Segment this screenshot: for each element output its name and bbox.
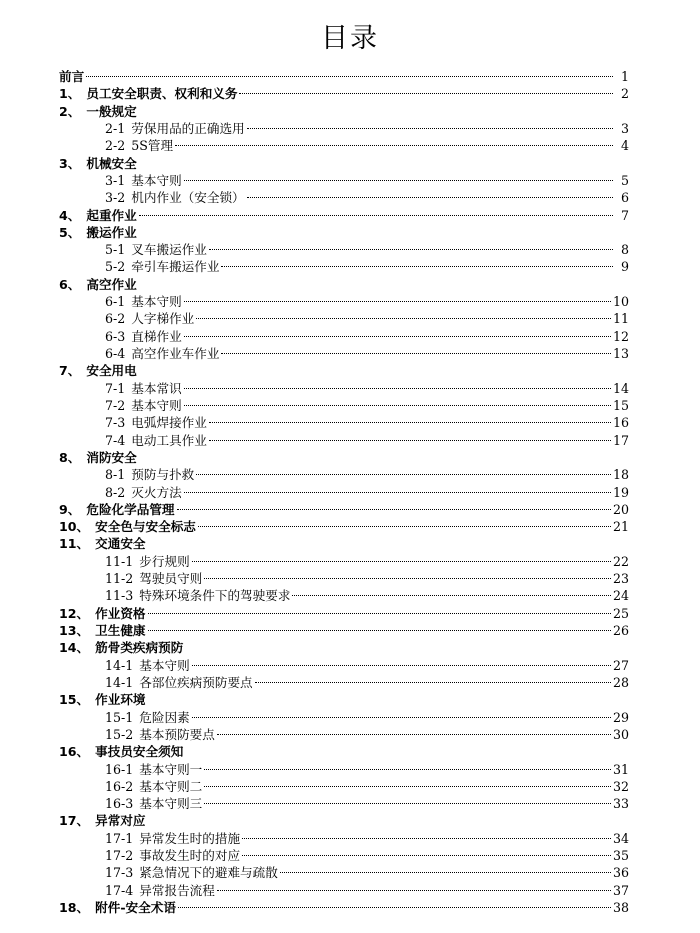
toc-entry-label — [105, 120, 245, 137]
toc-entry-label — [59, 103, 137, 120]
toc-entry-label — [59, 535, 146, 552]
toc-entry-number: 8-2 — [105, 484, 126, 500]
toc-entry-number: 11、 — [59, 536, 90, 552]
toc-entry-label — [105, 587, 290, 604]
toc-entry-label — [59, 362, 137, 379]
dot-leader — [204, 802, 611, 804]
toc-entry-number: 11-3 — [105, 588, 134, 604]
toc-entry-label — [105, 328, 182, 345]
toc-entry-text: 搬运作业 — [86, 224, 137, 240]
toc-page-number: 24 — [612, 588, 629, 604]
toc-subsection-entry — [59, 553, 629, 570]
dot-leader — [184, 404, 611, 406]
toc-entry-number: 7、 — [59, 363, 81, 379]
toc-entry-number: 7-2 — [105, 397, 126, 413]
toc-entry-label — [105, 241, 207, 258]
toc-entry-text: 电弧焊接作业 — [131, 415, 207, 431]
toc-section-entry — [59, 449, 629, 466]
toc-page-number: 17 — [612, 432, 629, 448]
dot-leader — [204, 768, 611, 770]
toc-entry-text: 特殊环境条件下的驾驶要求 — [139, 588, 291, 604]
toc-page-number: 13 — [612, 346, 629, 361]
toc-entry-text: 基本预防要点 — [139, 726, 215, 742]
toc-page-number: 20 — [612, 501, 629, 517]
toc-page-number: 16 — [612, 415, 629, 431]
toc-entry-text: 基本守则 — [131, 172, 182, 188]
page-title: 目录 — [321, 23, 379, 54]
toc-entry-label — [105, 466, 194, 483]
toc-page-number: 9 — [620, 259, 629, 275]
toc-page-number: 36 — [612, 865, 629, 881]
toc-section-entry — [59, 207, 629, 224]
toc-entry-label — [59, 518, 196, 535]
toc-section-entry — [59, 362, 629, 379]
toc-entry-label — [105, 189, 245, 206]
toc-entry-text: 机械安全 — [86, 155, 137, 171]
dot-leader — [178, 906, 611, 908]
dot-leader — [184, 387, 611, 389]
dot-leader — [242, 837, 611, 839]
toc-subsection-entry — [59, 847, 629, 864]
toc-entry-number: 11-2 — [105, 571, 134, 587]
toc-entry-label — [59, 224, 137, 241]
toc-entry-label — [105, 397, 182, 414]
toc-entry-number: 6-3 — [105, 328, 126, 344]
toc-entry-text: 筋骨类疾病预防 — [95, 640, 184, 656]
toc-section-entry — [59, 622, 629, 639]
toc-entry-number: 6、 — [59, 276, 81, 292]
toc-entry-text: 作业资格 — [95, 605, 146, 621]
toc-page-number: 26 — [612, 623, 629, 638]
dot-leader — [139, 214, 613, 216]
toc-entry-number: 8-1 — [105, 467, 126, 483]
toc-entry-text: 人字梯作业 — [131, 311, 195, 327]
dot-leader — [255, 681, 611, 683]
toc-entry-label — [59, 85, 237, 102]
toc-entry-number: 2-1 — [105, 120, 126, 136]
toc-entry-label — [59, 639, 183, 656]
dot-leader — [209, 248, 613, 250]
toc-section-entry — [59, 743, 629, 760]
toc-entry-number: 17-4 — [105, 882, 134, 898]
toc-entry-text: 前言 — [59, 69, 85, 84]
toc-page-number: 34 — [612, 830, 629, 846]
toc-page-number: 33 — [612, 796, 629, 812]
toc-entry-text: 基本守则 — [139, 657, 190, 673]
toc-subsection-entry — [59, 466, 629, 483]
toc-entry-text: 5S管理 — [131, 138, 174, 154]
toc-entry-number: 5-1 — [105, 242, 126, 258]
toc-entry-number: 17-3 — [105, 865, 134, 881]
dot-leader — [177, 508, 611, 510]
table-of-contents — [59, 68, 629, 916]
toc-entry-text: 异常报告流程 — [139, 882, 215, 898]
toc-entry-number: 13、 — [59, 623, 90, 638]
toc-entry-label — [105, 709, 190, 726]
toc-entry-text: 事故发生时的对应 — [139, 848, 241, 864]
toc-page-number: 30 — [612, 726, 629, 742]
toc-entry-text: 高空作业 — [86, 276, 137, 292]
toc-page-number: 23 — [612, 571, 629, 587]
toc-entry-number: 14、 — [59, 640, 90, 656]
toc-subsection-entry — [59, 587, 629, 604]
toc-subsection-entry — [59, 778, 629, 795]
toc-subsection-entry — [59, 761, 629, 778]
toc-entry-text: 高空作业车作业 — [131, 346, 220, 361]
toc-entry-label — [105, 414, 207, 431]
toc-subsection-entry — [59, 432, 629, 449]
toc-entry-text: 作业环境 — [95, 692, 146, 708]
toc-section-entry — [59, 535, 629, 552]
toc-subsection-entry — [59, 795, 629, 812]
toc-subsection-entry — [59, 882, 629, 899]
toc-section-entry — [59, 501, 629, 518]
toc-entry-label — [59, 207, 137, 224]
toc-entry-number: 5-2 — [105, 259, 126, 275]
toc-subsection-entry — [59, 709, 629, 726]
toc-entry-text: 牵引车搬运作业 — [131, 259, 220, 275]
toc-entry-text: 步行规则 — [139, 553, 190, 569]
toc-entry-text: 异常发生时的措施 — [139, 830, 241, 846]
toc-entry-label — [105, 432, 207, 449]
toc-entry-number: 12、 — [59, 605, 90, 621]
toc-entry-text: 危险因素 — [139, 709, 190, 725]
dot-leader — [184, 491, 611, 493]
toc-page-number: 1 — [620, 69, 629, 84]
toc-entry-label — [105, 778, 202, 795]
toc-subsection-entry — [59, 657, 629, 674]
toc-entry-number: 3-2 — [105, 190, 126, 206]
dot-leader — [198, 525, 611, 527]
toc-entry-number: 11-1 — [105, 553, 134, 569]
toc-entry-number: 5、 — [59, 224, 81, 240]
dot-leader — [86, 75, 613, 77]
dot-leader — [292, 594, 611, 596]
toc-entry-label — [105, 795, 202, 812]
toc-entry-label — [59, 899, 176, 916]
toc-page-number: 18 — [612, 467, 629, 483]
dot-leader — [280, 871, 611, 873]
toc-entry-number: 15、 — [59, 692, 90, 708]
toc-section-entry — [59, 276, 629, 293]
dot-leader — [209, 421, 611, 423]
toc-subsection-entry — [59, 345, 629, 362]
toc-entry-number: 16-3 — [105, 796, 134, 812]
toc-entry-number: 8、 — [59, 449, 81, 465]
toc-page-number: 37 — [612, 882, 629, 898]
toc-entry-label — [105, 830, 240, 847]
toc-entry-label — [59, 743, 183, 760]
toc-entry-number: 2、 — [59, 103, 81, 119]
toc-page-number: 31 — [612, 761, 629, 777]
toc-entry-number: 2-2 — [105, 138, 126, 154]
toc-page-number: 15 — [612, 397, 629, 413]
toc-entry-label — [59, 501, 175, 518]
toc-page-number: 28 — [612, 674, 629, 690]
toc-entry-label — [105, 310, 194, 327]
toc-entry-text: 基本常识 — [131, 380, 182, 396]
dot-leader — [196, 317, 611, 319]
toc-page-number: 10 — [612, 294, 629, 310]
dot-leader — [217, 889, 611, 891]
toc-entry-label — [105, 570, 202, 587]
toc-subsection-entry — [59, 864, 629, 881]
toc-section-entry — [59, 224, 629, 241]
toc-section-entry — [59, 812, 629, 829]
toc-entry-label — [105, 345, 219, 362]
dot-leader — [192, 716, 611, 718]
toc-subsection-entry — [59, 570, 629, 587]
toc-section-entry — [59, 68, 629, 85]
toc-page-number: 35 — [612, 848, 629, 864]
toc-entry-text: 卫生健康 — [95, 623, 146, 638]
toc-entry-number: 15-2 — [105, 726, 134, 742]
toc-entry-number: 14-1 — [105, 657, 134, 673]
toc-subsection-entry — [59, 172, 629, 189]
toc-page-number: 5 — [620, 172, 629, 188]
toc-page-number: 32 — [612, 778, 629, 794]
toc-entry-text: 直梯作业 — [131, 328, 182, 344]
toc-page-number: 2 — [620, 86, 629, 102]
dot-leader — [209, 439, 611, 441]
toc-subsection-entry — [59, 726, 629, 743]
toc-entry-number: 7-1 — [105, 380, 126, 396]
toc-entry-number: 14-1 — [105, 674, 134, 690]
toc-entry-label — [105, 674, 253, 691]
toc-entry-label — [59, 605, 146, 622]
dot-leader — [204, 577, 611, 579]
toc-entry-text: 起重作业 — [86, 207, 137, 223]
toc-entry-label — [105, 172, 182, 189]
toc-entry-label — [105, 726, 215, 743]
toc-page-number: 29 — [612, 709, 629, 725]
toc-section-entry — [59, 639, 629, 656]
toc-entry-number: 6-1 — [105, 294, 126, 310]
toc-entry-text: 基本守则二 — [139, 778, 203, 794]
dot-leader — [184, 179, 613, 181]
toc-entry-text: 一般规定 — [86, 103, 137, 119]
toc-subsection-entry — [59, 258, 629, 275]
toc-entry-label — [105, 882, 215, 899]
toc-entry-label — [105, 864, 278, 881]
toc-subsection-entry — [59, 674, 629, 691]
toc-section-entry — [59, 85, 629, 102]
toc-subsection-entry — [59, 830, 629, 847]
toc-entry-text: 灭火方法 — [131, 484, 182, 500]
toc-entry-number: 17-2 — [105, 848, 134, 864]
toc-entry-text: 异常对应 — [95, 813, 146, 829]
toc-page-number: 3 — [620, 120, 629, 136]
toc-page-number: 27 — [612, 657, 629, 673]
toc-subsection-entry — [59, 328, 629, 345]
toc-entry-label — [105, 847, 240, 864]
toc-section-entry — [59, 103, 629, 120]
toc-entry-text: 电动工具作业 — [131, 432, 207, 448]
toc-entry-label — [105, 657, 190, 674]
toc-entry-label — [59, 691, 146, 708]
toc-subsection-entry — [59, 137, 629, 154]
toc-entry-label — [105, 484, 182, 501]
toc-entry-number: 10、 — [59, 519, 90, 535]
toc-entry-number: 6-4 — [105, 346, 126, 361]
toc-entry-number: 4、 — [59, 207, 81, 223]
toc-subsection-entry — [59, 241, 629, 258]
toc-entry-label — [59, 812, 146, 829]
toc-entry-text: 安全用电 — [86, 363, 137, 379]
toc-entry-text: 劳保用品的正确选用 — [131, 120, 245, 136]
toc-entry-number: 3、 — [59, 155, 81, 171]
dot-leader — [184, 335, 611, 337]
toc-page-number: 14 — [612, 380, 629, 396]
toc-section-entry — [59, 155, 629, 172]
toc-entry-label — [105, 761, 202, 778]
dot-leader — [247, 196, 613, 198]
dot-leader — [239, 92, 613, 94]
toc-entry-number: 6-2 — [105, 311, 126, 327]
toc-subsection-entry — [59, 293, 629, 310]
dot-leader — [148, 629, 611, 631]
toc-subsection-entry — [59, 380, 629, 397]
toc-page-number: 11 — [612, 311, 629, 327]
toc-entry-text: 消防安全 — [86, 449, 137, 465]
toc-entry-text: 员工安全职责、权利和义务 — [86, 86, 238, 102]
toc-entry-number: 17-1 — [105, 830, 134, 846]
toc-subsection-entry — [59, 310, 629, 327]
toc-entry-label — [105, 137, 173, 154]
toc-section-entry — [59, 899, 629, 916]
toc-page-number: 22 — [612, 553, 629, 569]
toc-entry-label — [59, 622, 146, 639]
toc-entry-label — [59, 68, 84, 85]
dot-leader — [148, 612, 611, 614]
toc-entry-number: 9、 — [59, 501, 81, 517]
toc-section-entry — [59, 605, 629, 622]
dot-leader — [221, 265, 613, 267]
dot-leader — [247, 127, 613, 129]
dot-leader — [175, 144, 613, 146]
toc-entry-text: 基本守则三 — [139, 796, 203, 812]
toc-page-number: 12 — [612, 328, 629, 344]
dot-leader — [192, 560, 611, 562]
toc-entry-label — [105, 553, 190, 570]
toc-page-number: 21 — [612, 519, 629, 535]
toc-page-number: 7 — [620, 207, 629, 223]
toc-entry-text: 基本守则 — [131, 294, 182, 310]
toc-entry-text: 基本守则一 — [139, 761, 203, 777]
toc-entry-text: 叉车搬运作业 — [131, 242, 207, 258]
toc-entry-number: 17、 — [59, 813, 90, 829]
dot-leader — [192, 664, 611, 666]
toc-page-number: 38 — [612, 900, 629, 915]
toc-subsection-entry — [59, 397, 629, 414]
dot-leader — [221, 352, 611, 354]
toc-section-entry — [59, 518, 629, 535]
toc-page-number: 25 — [612, 605, 629, 621]
toc-entry-number: 16-1 — [105, 761, 134, 777]
toc-subsection-entry — [59, 120, 629, 137]
dot-leader — [217, 733, 611, 735]
toc-entry-text: 紧急情况下的避难与疏散 — [139, 865, 278, 881]
toc-page-number: 19 — [612, 484, 629, 500]
toc-entry-number: 7-4 — [105, 432, 126, 448]
dot-leader — [204, 785, 611, 787]
toc-page-number: 8 — [620, 242, 629, 258]
toc-entry-text: 驾驶员守则 — [139, 571, 203, 587]
toc-entry-text: 附件-安全术语 — [95, 900, 176, 915]
toc-entry-number: 7-3 — [105, 415, 126, 431]
dot-leader — [242, 854, 611, 856]
toc-subsection-entry — [59, 414, 629, 431]
toc-entry-label — [59, 276, 137, 293]
toc-section-entry — [59, 691, 629, 708]
toc-entry-label — [59, 449, 137, 466]
toc-page-number: 4 — [620, 138, 629, 154]
toc-entry-text: 预防与扑救 — [131, 467, 195, 483]
toc-entry-text: 各部位疾病预防要点 — [139, 674, 253, 690]
toc-subsection-entry — [59, 189, 629, 206]
toc-entry-text: 交通安全 — [95, 536, 146, 552]
dot-leader — [196, 473, 611, 475]
toc-entry-number: 3-1 — [105, 172, 126, 188]
toc-entry-text: 安全色与安全标志 — [95, 519, 196, 535]
toc-entry-number: 15-1 — [105, 709, 134, 725]
toc-entry-label — [105, 293, 182, 310]
dot-leader — [184, 300, 611, 302]
toc-page-number: 6 — [620, 190, 629, 206]
toc-entry-text: 危险化学品管理 — [86, 501, 175, 517]
toc-entry-number: 16-2 — [105, 778, 134, 794]
toc-entry-number: 16、 — [59, 744, 90, 760]
toc-entry-text: 事技员安全须知 — [95, 744, 184, 760]
toc-entry-label — [59, 155, 137, 172]
toc-entry-number: 18、 — [59, 900, 90, 915]
toc-entry-number: 1、 — [59, 86, 81, 102]
toc-entry-label — [105, 380, 182, 397]
toc-subsection-entry — [59, 484, 629, 501]
toc-entry-label — [105, 258, 219, 275]
toc-entry-text: 基本守则 — [131, 397, 182, 413]
toc-entry-text: 机内作业（安全锁） — [131, 190, 245, 206]
